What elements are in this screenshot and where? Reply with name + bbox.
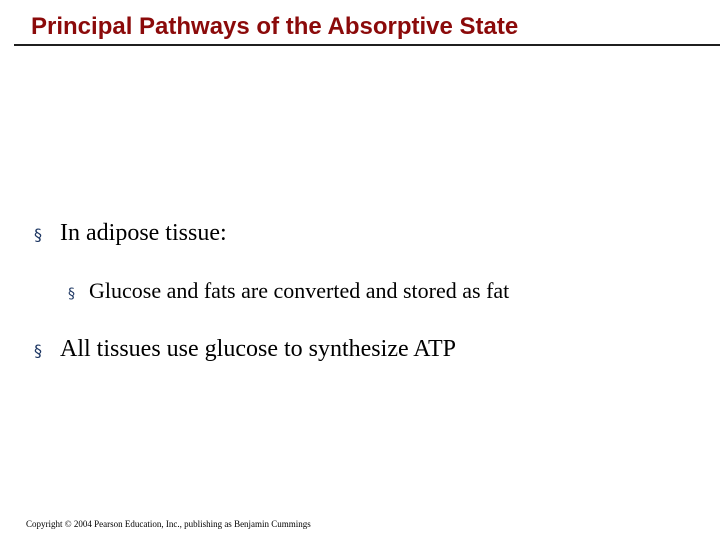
title-underline-divider [14, 44, 720, 46]
bullet-text: All tissues use glucose to synthesize ATP [60, 336, 456, 362]
copyright-footer: Copyright © 2004 Pearson Education, Inc., publishing as Benjamin Cummings [26, 519, 311, 529]
bullet-item-adipose [34, 218, 227, 248]
bullet-text: In adipose tissue: [60, 220, 227, 246]
square-bullet-icon: § [34, 341, 42, 360]
bullet-item-all-tissues [34, 334, 456, 364]
slide-title: Principal Pathways of the Absorptive State [31, 13, 519, 40]
square-bullet-icon: § [34, 225, 42, 244]
sub-bullet-text: Glucose and fats are converted and stored as fat [89, 278, 510, 303]
square-bullet-icon: § [68, 286, 75, 302]
sub-bullet-item-glucose-fats [68, 277, 509, 305]
